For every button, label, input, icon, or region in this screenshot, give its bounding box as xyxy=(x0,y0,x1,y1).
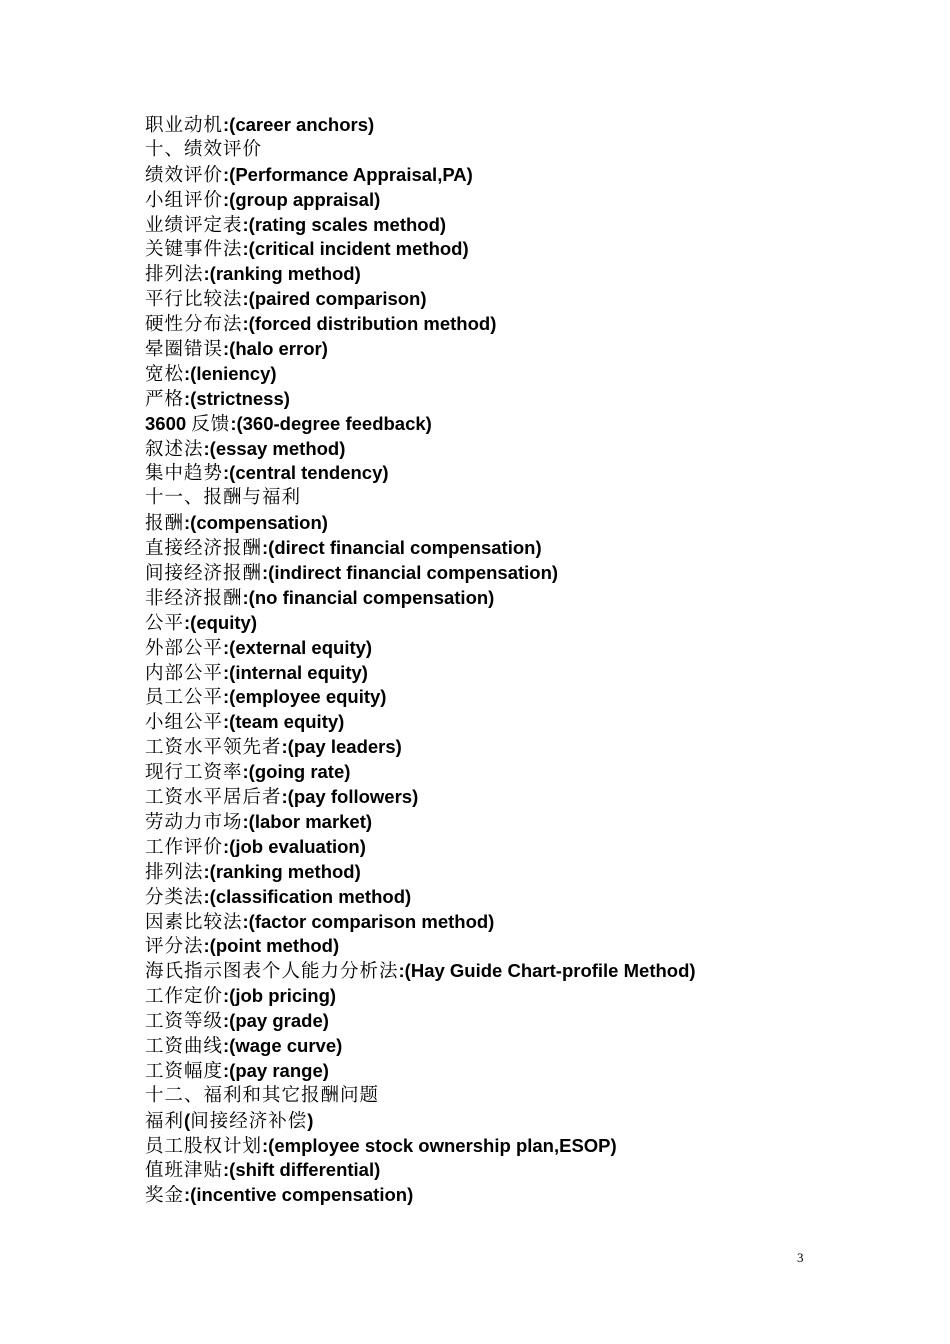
term-chinese: 非经济报酬 xyxy=(145,587,243,609)
term-chinese: 值班津贴 xyxy=(145,1160,224,1182)
term-chinese: 福利 xyxy=(145,1110,185,1132)
term-english: :(labor market) xyxy=(242,810,373,832)
glossary-list xyxy=(145,113,905,1208)
term-chinese: 现行工资率 xyxy=(145,762,243,784)
term-english: :(factor comparison method) xyxy=(242,910,495,932)
term-english: :(indirect financial compensation) xyxy=(262,562,559,584)
glossary-line xyxy=(145,213,905,238)
term-chinese: 海氏指示图表个人能力分析法 xyxy=(145,961,399,983)
term-chinese: 外部公平 xyxy=(145,637,224,659)
term-english: :(job evaluation) xyxy=(223,835,366,857)
term-english: :(point method) xyxy=(203,935,340,957)
term-chinese: 严格 xyxy=(145,388,185,410)
glossary-line xyxy=(145,910,905,935)
term-english: :(critical incident method) xyxy=(242,238,469,260)
glossary-line xyxy=(145,362,905,387)
term-english: :(group appraisal) xyxy=(223,188,381,210)
term-chinese: 小组评价 xyxy=(145,189,224,211)
term-chinese: 因素比较法 xyxy=(145,911,243,933)
glossary-line xyxy=(145,387,905,412)
glossary-line xyxy=(145,312,905,337)
term-chinese: 工资水平居后者 xyxy=(145,787,282,809)
term-english: :(employee equity) xyxy=(223,686,387,708)
glossary-line xyxy=(145,237,905,262)
glossary-line xyxy=(145,636,905,661)
term-english: :(360-degree feedback) xyxy=(230,412,432,434)
term-english: :(equity) xyxy=(184,611,257,633)
term-english: :(paired comparison) xyxy=(242,288,427,310)
term-chinese: 绩效评价 xyxy=(145,164,224,186)
glossary-line xyxy=(145,1158,905,1183)
term-english: :(pay leaders) xyxy=(281,736,402,758)
glossary-line xyxy=(145,1109,905,1134)
term-english: :(incentive compensation) xyxy=(184,1184,414,1206)
glossary-line xyxy=(145,536,905,561)
term-english: ( xyxy=(184,1109,191,1131)
glossary-line xyxy=(145,437,905,462)
glossary-line xyxy=(145,1084,905,1109)
term-chinese: 反馈 xyxy=(191,413,231,435)
glossary-line xyxy=(145,885,905,910)
term-chinese: 间接经济报酬 xyxy=(145,563,263,585)
term-english: :(ranking method) xyxy=(203,860,361,882)
term-chinese: 工作评价 xyxy=(145,836,224,858)
term-english: :(pay followers) xyxy=(281,786,419,808)
glossary-line xyxy=(145,934,905,959)
term-english: :(external equity) xyxy=(223,636,373,658)
term-english: :(Hay Guide Chart-profile Method) xyxy=(398,960,696,982)
term-chinese: 小组公平 xyxy=(145,712,224,734)
term-chinese-extra: 间接经济补偿 xyxy=(190,1110,308,1132)
glossary-line xyxy=(145,1134,905,1159)
term-chinese: 叙述法 xyxy=(145,438,204,460)
term-english: :(central tendency) xyxy=(223,462,389,484)
term-chinese: 排列法 xyxy=(145,861,204,883)
term-chinese: 公平 xyxy=(145,612,185,634)
term-english: :(Performance Appraisal,PA) xyxy=(223,163,473,185)
term-english: :(shift differential) xyxy=(223,1159,381,1181)
term-chinese: 业绩评定表 xyxy=(145,214,243,236)
glossary-line xyxy=(145,835,905,860)
term-chinese: 十、绩效评价 xyxy=(145,138,263,160)
term-chinese: 分类法 xyxy=(145,886,204,908)
term-english: :(strictness) xyxy=(184,387,290,409)
term-chinese: 职业动机 xyxy=(145,115,224,136)
term-english: :(no financial compensation) xyxy=(242,586,495,608)
glossary-line xyxy=(145,760,905,785)
term-chinese: 晕圈错误 xyxy=(145,339,224,361)
term-chinese: 十一、报酬与福利 xyxy=(145,487,302,509)
glossary-line xyxy=(145,1034,905,1059)
term-english: :(going rate) xyxy=(242,761,351,783)
glossary-line xyxy=(145,1059,905,1084)
glossary-line xyxy=(145,262,905,287)
page-number: 3 xyxy=(797,1250,804,1265)
glossary-line xyxy=(145,1009,905,1034)
glossary-line xyxy=(145,337,905,362)
term-chinese: 报酬 xyxy=(145,513,185,535)
glossary-line xyxy=(145,412,905,437)
line-prefix: 3600 xyxy=(145,412,192,434)
glossary-line xyxy=(145,710,905,735)
term-chinese: 硬性分布法 xyxy=(145,314,243,336)
glossary-line xyxy=(145,661,905,686)
glossary-line xyxy=(145,188,905,213)
glossary-line xyxy=(145,586,905,611)
term-chinese: 劳动力市场 xyxy=(145,811,243,833)
term-english: :(essay method) xyxy=(203,437,346,459)
term-english: :(halo error) xyxy=(223,338,328,360)
term-english: :(career anchors) xyxy=(223,114,375,135)
glossary-line xyxy=(145,113,905,138)
term-english: :(employee stock ownership plan,ESOP) xyxy=(262,1134,617,1156)
glossary-line xyxy=(145,1183,905,1208)
term-chinese: 十二、福利和其它报酬问题 xyxy=(145,1084,380,1106)
glossary-line xyxy=(145,138,905,163)
glossary-line xyxy=(145,785,905,810)
term-chinese: 关键事件法 xyxy=(145,239,243,261)
term-english: :(job pricing) xyxy=(223,985,337,1007)
term-chinese: 工资曲线 xyxy=(145,1035,224,1057)
term-chinese: 评分法 xyxy=(145,936,204,958)
term-chinese: 内部公平 xyxy=(145,662,224,684)
term-english: :(pay range) xyxy=(223,1059,329,1081)
glossary-line xyxy=(145,685,905,710)
glossary-line xyxy=(145,611,905,636)
term-english: :(compensation) xyxy=(184,512,328,534)
term-chinese: 工资幅度 xyxy=(145,1060,224,1082)
glossary-line xyxy=(145,561,905,586)
term-chinese: 奖金 xyxy=(145,1185,185,1207)
term-english: :(leniency) xyxy=(184,362,277,384)
glossary-line xyxy=(145,163,905,188)
term-chinese: 工资水平领先者 xyxy=(145,737,282,759)
glossary-line xyxy=(145,486,905,511)
term-chinese: 集中趋势 xyxy=(145,463,224,485)
term-english: :(ranking method) xyxy=(203,263,361,285)
glossary-line xyxy=(145,461,905,486)
term-chinese: 员工公平 xyxy=(145,687,224,709)
term-chinese: 工资等级 xyxy=(145,1011,224,1033)
term-english: :(team equity) xyxy=(223,711,345,733)
glossary-line xyxy=(145,984,905,1009)
term-chinese: 直接经济报酬 xyxy=(145,538,263,560)
term-english: :(internal equity) xyxy=(223,661,368,683)
term-english: :(direct financial compensation) xyxy=(262,537,542,559)
term-english-extra: ) xyxy=(307,1109,314,1131)
glossary-line xyxy=(145,810,905,835)
term-chinese: 工作定价 xyxy=(145,986,224,1008)
glossary-line xyxy=(145,735,905,760)
term-chinese: 排列法 xyxy=(145,264,204,286)
term-english: :(classification method) xyxy=(203,885,412,907)
term-english: :(forced distribution method) xyxy=(242,313,497,335)
term-chinese: 宽松 xyxy=(145,363,185,385)
glossary-line xyxy=(145,860,905,885)
term-english: :(rating scales method) xyxy=(242,213,447,235)
term-chinese: 员工股权计划 xyxy=(145,1135,263,1157)
glossary-line xyxy=(145,959,905,984)
term-english: :(wage curve) xyxy=(223,1034,343,1056)
glossary-line xyxy=(145,287,905,312)
glossary-line xyxy=(145,511,905,536)
term-english: :(pay grade) xyxy=(223,1010,329,1032)
term-chinese: 平行比较法 xyxy=(145,289,243,311)
